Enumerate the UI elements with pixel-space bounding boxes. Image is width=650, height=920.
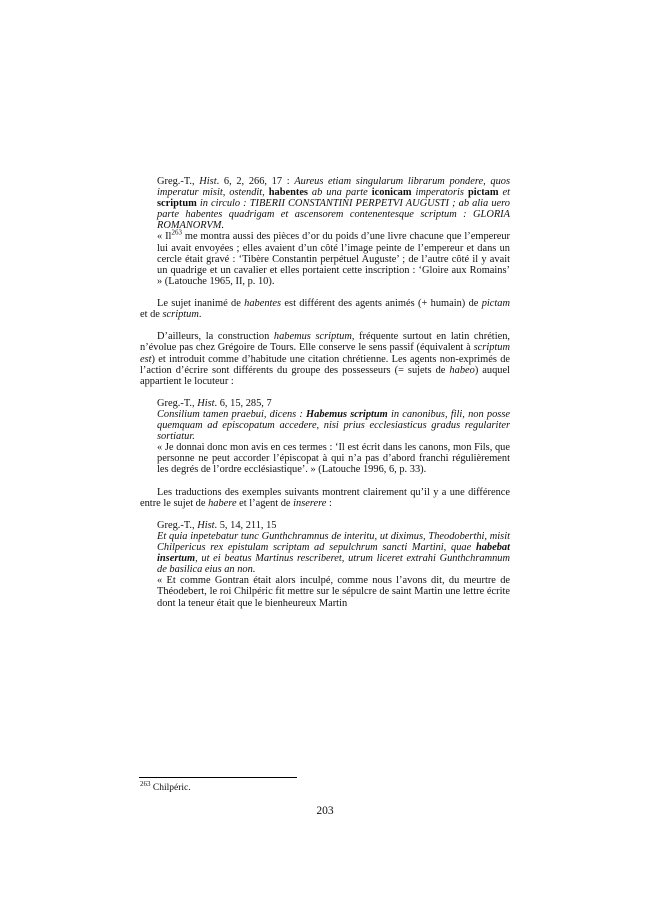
paragraph-gap [140, 509, 510, 520]
text-run: Les traductions des exemples suivants montrent clairement qu’il y a une différence entre le sujet de [140, 486, 510, 509]
text-run: pictam [467, 187, 499, 199]
paragraph-gap [140, 476, 510, 487]
text-run: ) auquel appartient le locuteur : [140, 364, 510, 387]
text-run: , ut ei beatus Martinus rescriberet, utrum liceret extrahi Gunthchramnum de basilica eius an non. [157, 553, 510, 576]
paragraph [140, 298, 510, 320]
text-run: habentes [268, 187, 308, 199]
text-run: . 6, 15, 285, 7 [214, 397, 272, 409]
text-run: Greg.-T., [157, 176, 200, 187]
paragraph [140, 487, 510, 509]
text-run: imperatoris [411, 187, 468, 199]
text-run: in circulo : TIBERII CONSTANTINI PERPETVI AUGUSTI ; ab alia uero parte habentes quadrigam et ascensorem contenentesque scriptum : GLORIA ROMANORVM. [157, 198, 510, 232]
paragraph [140, 442, 510, 475]
text-run: in canonibus, fili, non posse quemquam ad episcopatum accedere, nisi prius ecclesiasticus gradus regulariter sortiatur. [157, 408, 510, 443]
footnote [140, 779, 191, 794]
text-run: ab una parte [307, 187, 372, 199]
text-run: « Et comme Gontran était alors inculpé, comme nous l’avons dit, du meurtre de Théodebert, le roi Chilpéric fit mettre sur le sépulcre de saint Martin une lettre écrite dont la teneur était que le bienheureux Martin [157, 575, 510, 609]
paragraph [140, 531, 510, 575]
page-number: 203 [316, 805, 334, 817]
text-run: me montra aussi des pièces d’or du poids d’une livre chacune que l’empereur lui avait envoyées ; elles avaient d’un côté l’image peinte de l’empereur et dans un cercle était gravé : ‘Tibère Constantin perpétuel Auguste’ ; de l’autre côté il y avait un quadrige et un cavalier et elles portaient cette inscription : ‘Gloire aux Romains’ » (Latouche 1965, II, p. 10). [157, 231, 510, 287]
paragraph [140, 331, 510, 386]
text-run: D’ailleurs, la construction [157, 331, 274, 343]
paragraph-gap [140, 387, 510, 398]
text-run: Consilium tamen praebui, dicens : [157, 408, 307, 420]
paragraph [140, 398, 510, 409]
paragraph [140, 409, 510, 442]
footnote-text: Chilpéric. [150, 783, 191, 793]
text-run: ) et introduit comme d’habitude une citation chrétienne. Les agents non-exprimés de l’action d’écrire sont différents du groupe des possesseurs (= sujets de [140, 353, 510, 376]
text-run: Greg.-T., [157, 397, 198, 409]
text-run: scriptum [157, 198, 197, 210]
text-run: « Il [157, 231, 172, 243]
text-run: habeo [449, 364, 475, 376]
text-run: scriptum [162, 309, 199, 321]
footnote-separator [139, 777, 297, 778]
text-run: habemus scriptum [273, 331, 352, 343]
text-run: et [498, 187, 510, 199]
text-run: , fréquente surtout en latin chrétien, n’évolue pas chez Grégoire de Tours. Elle conserve le sens passif (équivalent à [140, 331, 510, 354]
paragraph-gap [140, 287, 510, 298]
text-run: . [198, 309, 202, 321]
footnote-ref: 263 [171, 229, 182, 237]
text-run: iconicam [371, 187, 412, 199]
text-run: Habemus scriptum [306, 408, 388, 420]
text-run: est différent des agents animés (+ humain) de [281, 298, 482, 310]
paragraph [140, 575, 510, 608]
text-run: . 6, 2, 266, 17 : [216, 176, 295, 187]
text-run: Hist [197, 519, 215, 531]
text-run: et de [140, 309, 163, 321]
text-run: habere [208, 497, 237, 509]
paragraph [140, 231, 510, 286]
text-run: scriptum est [140, 342, 510, 365]
text-run: . 5, 14, 211, 15 [214, 519, 277, 531]
footnote-number: 263 [140, 779, 151, 788]
text-run: habentes [244, 298, 282, 310]
body-text [140, 176, 510, 609]
text-run: Aureus etiam singularum librarum pondere, quos imperatur misit, ostendit, [157, 176, 511, 199]
paragraph [140, 176, 510, 231]
text-run: habebat insertum [157, 542, 510, 565]
text-run: « Je donnai donc mon avis en ces termes : ‘Il est écrit dans les canons, mon Fils, que personne ne peut accorder l’épiscopat à qui n’a pas d’abord franchi régulièrement les degrés de l’ordre ecclésiastique’. » (Latouche 1996, 6, p. 33). [157, 442, 510, 476]
text-run: Hist [197, 397, 215, 409]
paragraph [140, 520, 510, 531]
text-run: : [326, 497, 332, 509]
text-run: Greg.-T., [157, 519, 198, 531]
paragraph-gap [140, 320, 510, 331]
text-run: inserere [293, 497, 327, 509]
text-run: Le sujet inanimé de [157, 298, 245, 310]
text-run: Hist [199, 176, 217, 187]
text-run: et l’agent de [236, 497, 294, 509]
text-run: pictam [481, 298, 510, 310]
text-run: Et quia inpetebatur tunc Gunthchramnus de interitu, ut diximus, Theodoberthi, misit Chilpericus rex epistulam scriptam ad sepulchrum sancti Martini, quae [157, 531, 510, 554]
